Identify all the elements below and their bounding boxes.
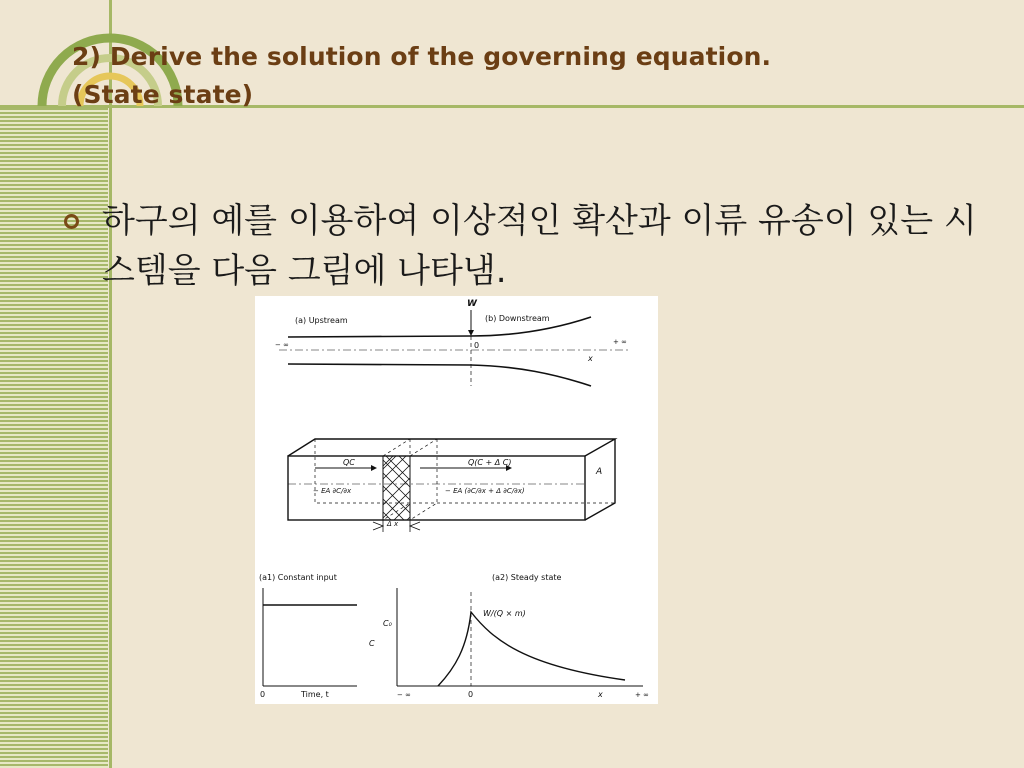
panel-b-control-volume — [288, 439, 615, 532]
slice-right-dashed — [410, 439, 437, 520]
plus-inf-a: + ∞ — [613, 338, 627, 346]
c0-label: C₀ — [383, 619, 392, 628]
upstream-label: (a) Upstream — [295, 316, 348, 325]
bullet-circle-icon — [64, 214, 79, 229]
title-line-1: 2) Derive the solution of the governing equation. — [72, 42, 772, 71]
qc-arrowhead-icon — [371, 465, 377, 471]
a1-time-label: Time, t — [301, 690, 329, 699]
title-line-2: (State state) — [72, 80, 254, 109]
a2-plus-inf: + ∞ — [635, 691, 649, 699]
hatched-slice — [383, 456, 410, 520]
panel-a-estuary-plan — [275, 299, 631, 386]
vertical-rule — [109, 0, 112, 768]
panel-a1-constant-input — [259, 573, 357, 699]
minus-inf-a: − ∞ — [275, 341, 289, 349]
a2-zero: 0 — [468, 690, 474, 699]
w-over-label: W/(Q × m) — [483, 609, 526, 618]
estuary-figure — [255, 296, 658, 704]
a1-zero: 0 — [260, 690, 266, 699]
left-stripe-band — [0, 108, 108, 768]
downstream-label: (b) Downstream — [485, 314, 550, 323]
q-right-label: Q(C + Δ C) — [468, 458, 512, 467]
a2-x-label: x — [598, 690, 603, 699]
bullet-text: 하구의 예를 이용하여 이상적인 확산과 이류 유송이 있는 시스템을 다음 그림에 나타냄. — [102, 201, 977, 291]
zero-a: 0 — [474, 341, 480, 350]
c-label: C — [369, 639, 375, 648]
channel-end-face — [585, 439, 615, 520]
estuary-lower-bank — [288, 364, 591, 386]
a2-minus-inf: − ∞ — [397, 691, 411, 699]
x-a: x — [588, 354, 593, 363]
steady-state-curve — [438, 612, 625, 686]
ea-right-label: − EA (∂C/∂x + Δ ∂C/∂x) — [445, 487, 525, 495]
a2-title: (a2) Steady state — [492, 573, 562, 582]
dx-label: Δ x — [387, 520, 399, 528]
w-arrowhead-icon — [468, 330, 474, 336]
qc-label: QC — [343, 458, 355, 467]
estuary-diagram — [255, 296, 658, 704]
slide-title — [72, 38, 771, 114]
ea-left-label: − EA ∂C/∂x — [313, 487, 352, 495]
w-label: W — [467, 299, 477, 309]
a1-title: (a1) Constant input — [259, 573, 337, 582]
area-label: A — [596, 467, 603, 477]
panel-a2-steady-state — [369, 573, 649, 699]
channel-top-face — [288, 439, 615, 456]
